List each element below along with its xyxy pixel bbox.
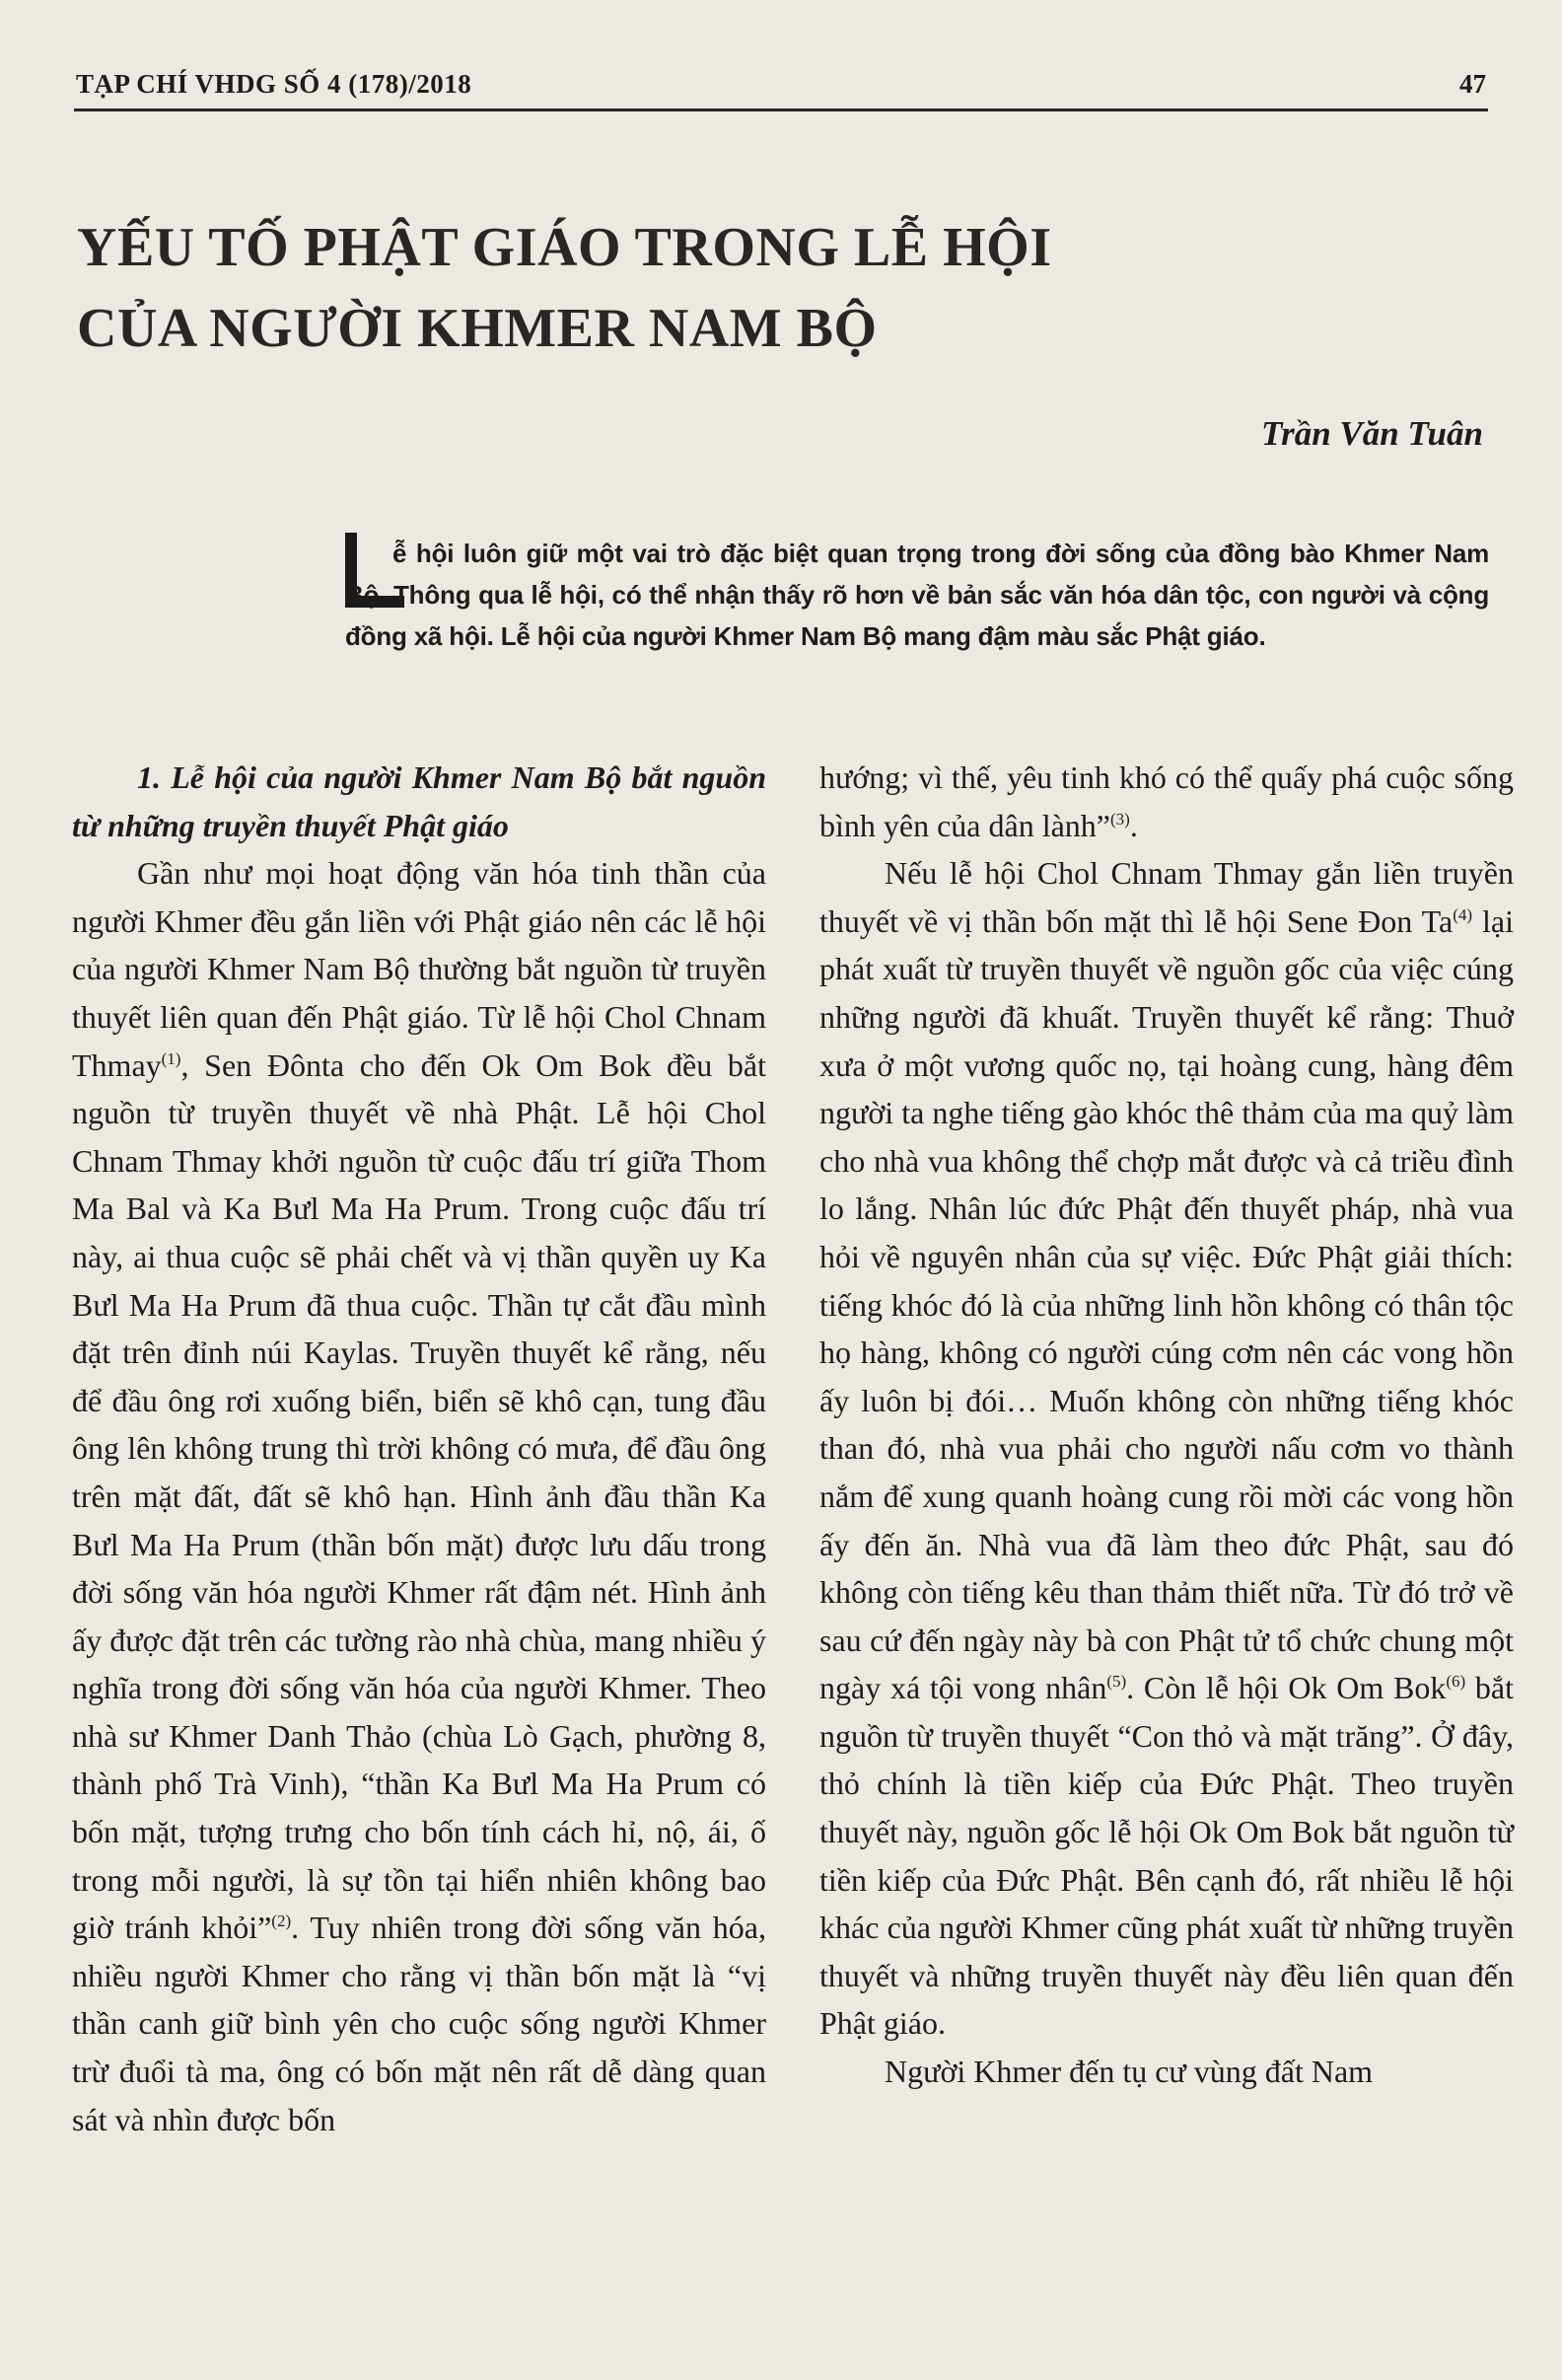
paragraph: Gần như mọi hoạt động văn hóa tinh thần của người Khmer đều gắn liền với Phật giáo nên các lễ hội của người Khmer Nam Bộ thường bắt nguồn từ truyền thuyết liên quan đến Phật giáo. Từ lễ hội Chol Chnam Thmay$^{(1)}$, Sen Đônta cho đến Ok Om Bok đều bắt nguồn từ truyền thuyết về nhà Phật. Lễ hội Chol Chnam Thmay khởi nguồn từ cuộc đấu trí giữa Thom Ma Bal và Ka Bưl Ma Ha Prum. Trong cuộc đấu trí này, ai thua cuộc sẽ phải chết và vị thần quyền uy Ka Bưl Ma Ha Prum đã thua cuộc. Thần tự cắt đầu mình đặt trên đỉnh núi Kaylas. Truyền thuyết kể rằng, nếu để đầu ông rơi xuống biển, biển sẽ khô cạn, tung đầu ông lên không trung thì trời không có mưa, để đầu ông trên mặt đất, đất sẽ khô hạn. Hình ảnh đầu thần Ka Bưl Ma Ha Prum (thần bốn mặt) được lưu dấu trong đời sống văn hóa người Khmer rất đậm nét. Hình ảnh ấy được đặt trên các tường rào nhà chùa, mang nhiều ý nghĩa trong đời sống văn hóa của người Khmer. Theo nhà sư Khmer Danh Thảo (chùa Lò Gạch, phường 8, thành phố Trà Vinh), “thần Ka Bưl Ma Ha Prum có bốn mặt, tượng trưng cho bốn tính cách hỉ, nộ, ái, ố trong mỗi người, là sự tồn tại hiển nhiên không bao giờ tránh khỏi”$^{(2)}$. Tuy nhiên trong đời sống văn hóa, nhiều người Khmer cho rằng vị thần bốn mặt là “vị thần canh giữ bình yên cho cuộc sống người Khmer trừ đuổi tà ma, ông có bốn mặt nên rất dễ dàng quan sát và nhìn được bốn [72,855,767,2137]
footnote-ref: (5) [1106,1672,1127,1692]
footnote-ref: (1) [161,1048,181,1068]
article-title [77,207,1063,369]
abstract [345,533,1489,700]
page-number: 47 [1459,69,1486,99]
paragraph: Nếu lễ hội Chol Chnam Thmay gắn liền truyền thuyết về vị thần bốn mặt thì lễ hội Sene Đon Ta$^{(4)}$ lại phát xuất từ truyền thuyết về nguồn gốc của việc cúng những người đã khuất. Truyền thuyết kể rằng: Thuở xưa ở một vương quốc nọ, tại hoàng cung, hàng đêm người ta nghe tiếng gào khóc thê thảm của ma quỷ làm cho nhà vua không thể chợp mắt được và cả triều đình lo lắng. Nhân lúc đức Phật đến thuyết pháp, nhà vua hỏi về nguyên nhân của sự việc. Đức Phật giải thích: tiếng khóc đó là của những linh hồn không có thân tộc họ hàng, không có người cúng cơm nên các vong hồn ấy luôn bị đói… Muốn không còn những tiếng khóc than đó, nhà vua phải cho người nấu cơm vo thành nắm để xung quanh hoàng cung rồi mời các vong hồn ấy đến ăn. Nhà vua đã làm theo đức Phật, sau đó không còn tiếng kêu than thảm thiết nữa. Từ đó trở về sau cứ đến ngày này bà con Phật tử tổ chức chung một ngày xá tội vong nhân$^{(5)}$. Còn lễ hội Ok Om Bok$^{(6)}$ bắt nguồn từ truyền thuyết “Con thỏ và mặt trăng”. Ở đây, thỏ chính là tiền kiếp của Đức Phật. Theo truyền thuyết này, nguồn gốc lễ hội Ok Om Bok bắt nguồn từ tiền kiếp của Đức Phật. Bên cạnh đó, rất nhiều lễ hội khác của người Khmer cũng phát xuất từ những truyền thuyết và những truyền thuyết này đều liên quan đến Phật giáo. [819,855,1515,2042]
section-heading: 1. Lễ hội của người Khmer Nam Bộ bắt nguồn từ những truyền thuyết Phật giáo [72,759,766,843]
abstract-text: ễ hội luôn giữ một vai trò đặc biệt quan trọng trong đời sống của đồng bào Khmer Nam Bộ. Thông qua lễ hội, có thể nhận thấy rõ hơn về bản sắc văn hóa dân tộc, con người và cộng đồng xã hội. Lễ hội của người Khmer Nam Bộ mang đậm màu sắc Phật giáo. [345,539,1489,651]
paragraph: Người Khmer đến tụ cư vùng đất Nam [885,2054,1374,2090]
footnote-ref: (4) [1453,904,1473,924]
journal-name: TẠP CHÍ VHDG SỐ 4 (178)/2018 [76,69,472,99]
author-name: Trần Văn Tuân [1261,414,1483,453]
footnote-ref: (3) [1110,809,1130,829]
paragraph: hướng; vì thế, yêu tinh khó có thể quấy phá cuộc sống bình yên của dân lành”$^{(3)}$. [819,759,1514,843]
right-column [819,754,1514,2096]
title-line-1: YẾU TỐ PHẬT GIÁO TRONG LỄ HỘI [77,217,1052,278]
left-column [72,754,766,2143]
running-header [74,65,1488,111]
title-line-2: CỦA NGƯỜI KHMER NAM BỘ [77,298,878,359]
footnote-ref: (2) [271,1911,292,1931]
footnote-ref: (6) [1446,1672,1466,1692]
